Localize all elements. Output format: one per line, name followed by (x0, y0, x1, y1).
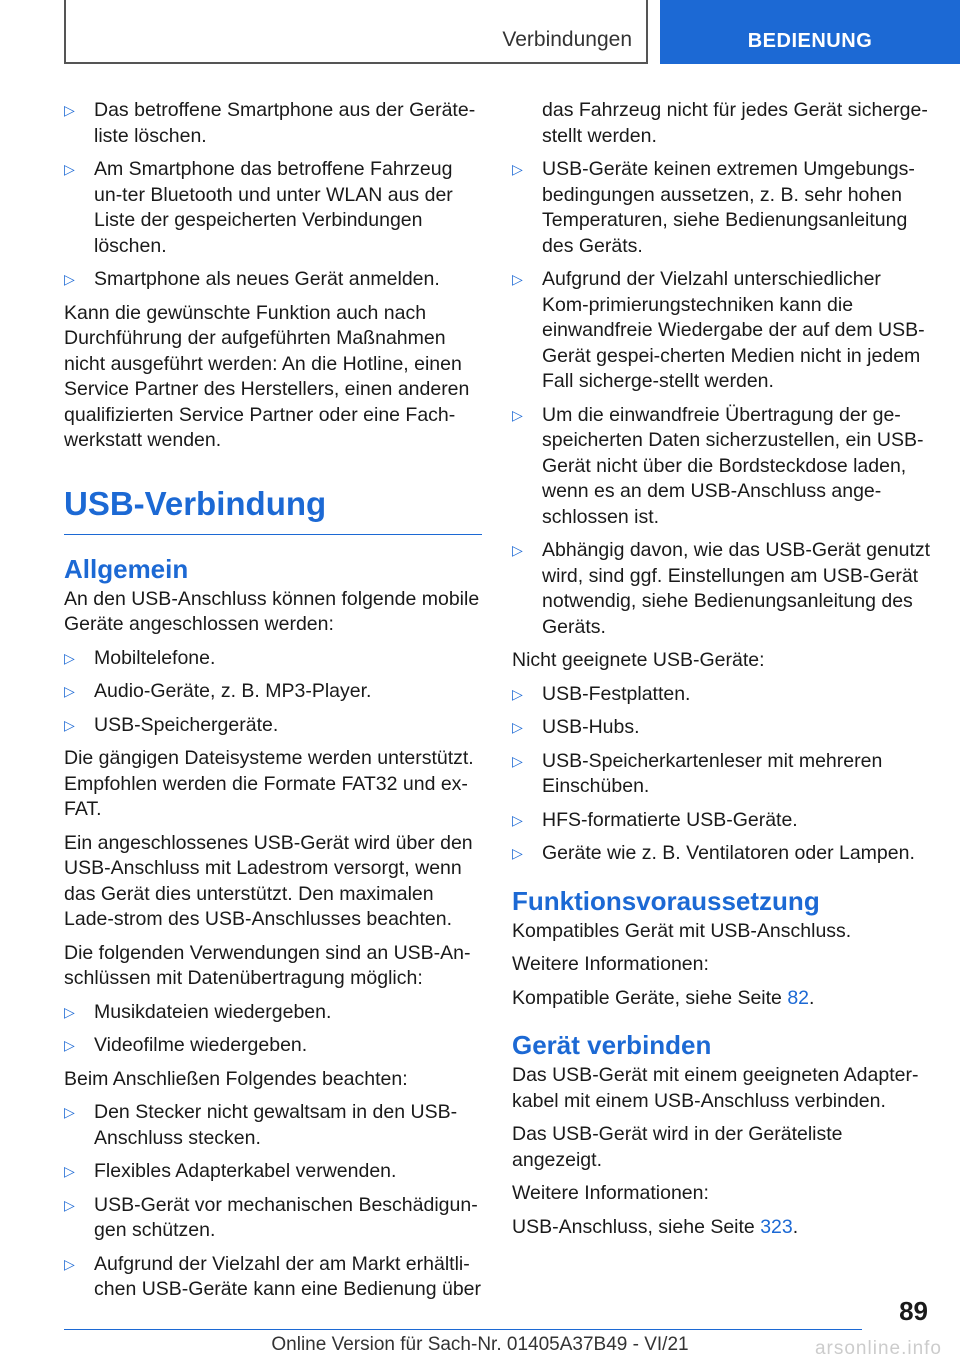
list-item: ▷ Smartphone als neues Gerät anmelden. (64, 267, 482, 293)
triangle-right-icon: ▷ (512, 845, 523, 861)
list-item: ▷ Abhängig davon, wie das USB-Gerät genutzt wird, sind ggf. Einstellungen am USB-Gerät notwendig, siehe Bedienungsanleitung des Geräts. (512, 539, 931, 638)
list-item: ▷ Videofilme wiedergeben. (64, 1033, 482, 1059)
triangle-right-icon: ▷ (512, 406, 523, 423)
section-heading-usb: USB-Verbindung (64, 484, 482, 535)
list-item: ▷ USB-Gerät vor mechanischen Beschädigun-gen schützen. (64, 1193, 478, 1241)
right-column (512, 98, 932, 1248)
header-chapter-label: BEDIENUNG (747, 30, 873, 52)
list-item: ▷ Aufgrund der Vielzahl unterschiedlicher Kom-primierungstechniken kann die einwandfreie Wiedergabe der auf dem USB-Gerät gespei-cherten Medien nicht in jedem Fall sicherge-stellt werden. (512, 268, 925, 392)
page-number: 89 (899, 1296, 928, 1326)
list-item: ▷ USB-Speicherkartenleser mit mehreren Einschüben. (512, 749, 883, 797)
list-item: ▷ Flexibles Adapterkabel verwenden. (64, 1159, 482, 1185)
triangle-right-icon: ▷ (512, 811, 523, 828)
triangle-right-icon: ▷ (512, 542, 523, 558)
paragraph: Weitere Informationen: (512, 953, 709, 975)
subheading-geraet-verbinden: Gerät verbinden (512, 1030, 712, 1060)
list-item: ▷ Aufgrund der Vielzahl der am Markt erhältli-chen USB-Geräte kann eine Bedienung über (64, 1252, 482, 1300)
left-column (64, 98, 482, 1311)
subheading-allgemein: Allgemein (64, 553, 189, 584)
triangle-right-icon: ▷ (512, 161, 523, 177)
list-item: ▷ USB-Hubs. (512, 715, 932, 741)
paragraph: Weitere Informationen: (512, 1182, 709, 1204)
list-item: ▷ Audio-Geräte, z. B. MP3-Player. (64, 679, 482, 705)
header-chapter-tab (660, 0, 960, 64)
paragraph: Das USB-Gerät wird in der Geräteliste angezeigt. (512, 1123, 843, 1171)
paragraph: Kann die gewünschte Funktion auch nach Durchführung der aufgeführten Maßnahmen nicht ausgeführt werden: An die Hotline, einen Service Partner des Herstellers, einen anderen qualifizierten Service Partner oder eine Fach-werkstatt wenden. (64, 301, 470, 451)
triangle-right-icon: ▷ (512, 752, 523, 769)
list-item: ▷ Geräte wie z. B. Ventilatoren oder Lampen. (512, 841, 932, 867)
triangle-right-icon: ▷ (64, 1003, 75, 1020)
list-item: ▷ HFS-formatierte USB-Geräte. (512, 808, 932, 834)
triangle-right-icon: ▷ (512, 271, 523, 287)
triangle-right-icon: ▷ (512, 685, 523, 702)
triangle-right-icon: ▷ (64, 161, 75, 177)
list-item: ▷ USB-Festplatten. (512, 682, 932, 708)
triangle-right-icon: ▷ (512, 719, 523, 735)
list-item: ▷ Um die einwandfreie Übertragung der ge-speicherten Daten sicherzustellen, ein USB-Gerät nicht über die Bordsteckdose laden, wenn es an dem USB-Anschluss ange-schlossen ist. (512, 403, 924, 528)
triangle-right-icon: ▷ (64, 1037, 75, 1053)
list-item: ▷ USB-Speichergeräte. (64, 713, 482, 739)
paragraph: Die gängigen Dateisysteme werden unterstützt. Empfohlen werden die Formate FAT32 und ex-FAT. (64, 747, 474, 820)
list-item: ▷ Das betroffene Smartphone aus der Geräte-liste löschen. (64, 99, 476, 147)
header-section-title: Verbindungen (502, 28, 632, 51)
list-item: ▷ USB-Geräte keinen extremen Umgebungs-bedingungen aussetzen, z. B. sehr hohen Temperaturen, siehe Bedienungsanleitung des Geräts. (512, 158, 915, 257)
footer-divider (64, 1329, 862, 1330)
paragraph: Nicht geeignete USB-Geräte: (512, 649, 765, 671)
paragraph: Das USB-Gerät mit einem geeigneten Adapter-kabel mit einem USB-Anschluss verbinden. (512, 1064, 919, 1112)
header-section-box (64, 0, 648, 64)
triangle-right-icon: ▷ (64, 649, 75, 666)
list-item: ▷ Musikdateien wiedergeben. (64, 1000, 482, 1026)
list-item-continuation: das Fahrzeug nicht für jedes Gerät sicherge-stellt werden. (542, 99, 928, 147)
triangle-right-icon: ▷ (64, 1196, 75, 1213)
paragraph: Beim Anschließen Folgendes beachten: (64, 1067, 408, 1090)
paragraph: Kompatibles Gerät mit USB-Anschluss. (512, 919, 852, 942)
paragraph: Ein angeschlossenes USB-Gerät wird über den USB-Anschluss mit Ladestrom versorgt, wenn das Gerät dies unterstützt. Den maximalen Lade-strom des USB-Anschlusses beachten. (64, 831, 473, 930)
reference-line: Kompatible Geräte, siehe Seite 82. (512, 986, 815, 1009)
subheading-funktionsvoraussetzung: Funktionsvoraussetzung (512, 885, 820, 916)
list-item: ▷ Mobiltelefone. (64, 646, 482, 672)
paragraph: An den USB-Anschluss können folgende mobile Geräte angeschlossen werden: (64, 587, 480, 635)
list-item: ▷ Den Stecker nicht gewaltsam in den USB-Anschluss stecken. (64, 1101, 458, 1149)
triangle-right-icon: ▷ (64, 1104, 75, 1120)
page-link-82[interactable]: 82 (787, 986, 810, 1009)
triangle-right-icon: ▷ (64, 1163, 75, 1179)
triangle-right-icon: ▷ (64, 1255, 75, 1272)
watermark: arsonline.info (814, 1338, 942, 1359)
triangle-right-icon: ▷ (64, 683, 75, 699)
triangle-right-icon: ▷ (64, 102, 75, 118)
page-link-323[interactable]: 323 (760, 1215, 793, 1238)
paragraph: Die folgenden Verwendungen sind an USB-An-schlüssen mit Datenübertragung möglich: (64, 941, 471, 989)
reference-line: USB-Anschluss, siehe Seite 323. (512, 1215, 799, 1238)
triangle-right-icon: ▷ (64, 271, 75, 287)
footer-version-text: Online Version für Sach-Nr. 01405A37B49 - VI/21 (271, 1334, 689, 1355)
list-item: ▷ Am Smartphone das betroffene Fahrzeug un-ter Bluetooth und unter WLAN aus der Liste der gespeicherten Verbindungen löschen. (64, 158, 453, 257)
triangle-right-icon: ▷ (64, 716, 75, 733)
